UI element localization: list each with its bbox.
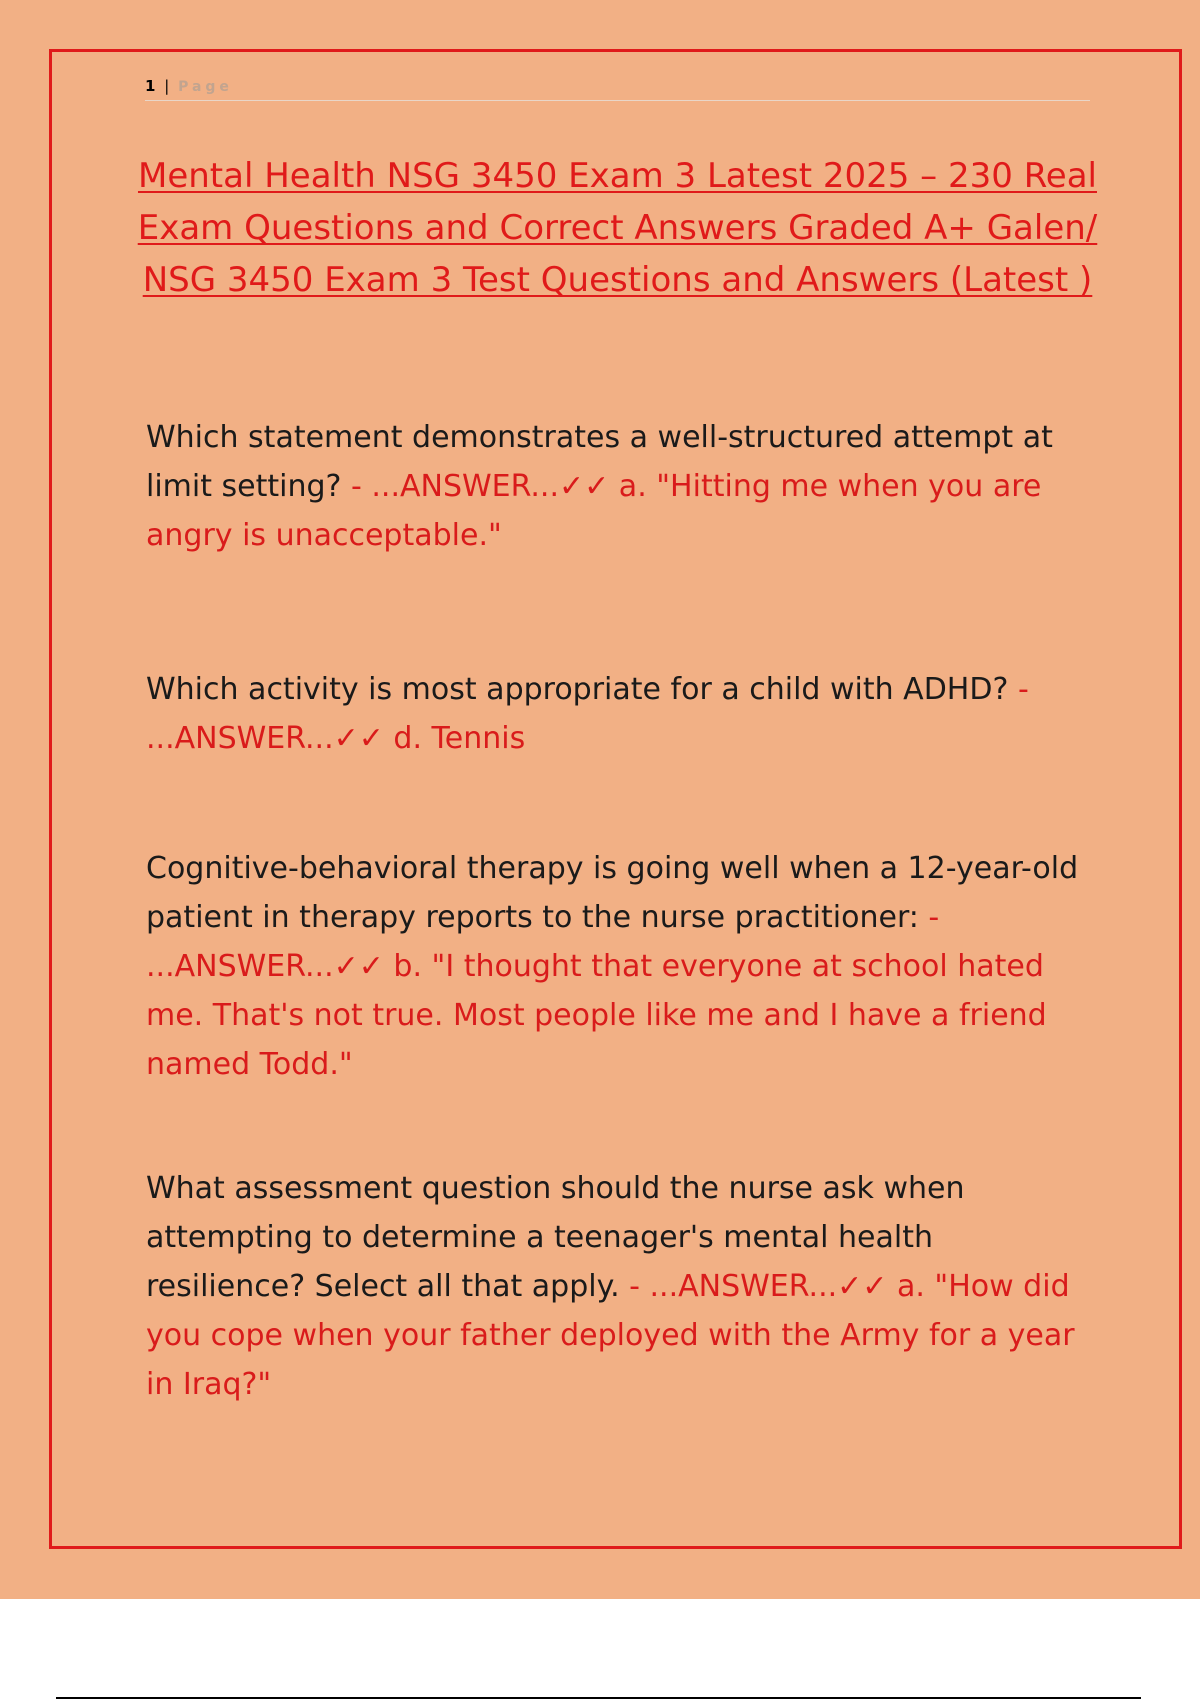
qa-item-3 [146, 844, 1096, 1089]
page-separator: | [164, 77, 170, 95]
question-text: Which statement demonstrates a well-structured attempt at limit setting? [146, 420, 1053, 504]
page-header [145, 74, 1090, 101]
question-text: Which activity is most appropriate for a child with ADHD? [146, 672, 1009, 707]
answer-text: - ...ANSWER...✓✓ a. "How did you cope when your father deployed with the Army for a year in Iraq?" [146, 1269, 1075, 1402]
qa-item-1 [146, 413, 1096, 560]
question-text: Cognitive-behavioral therapy is going well when a 12-year-old patient in therapy reports to the nurse practitioner: [146, 851, 1079, 935]
answer-text: - ...ANSWER...✓✓ b. "I thought that everyone at school hated me. That's not true. Most people like me and I have a friend named Todd." [146, 900, 1047, 1082]
question-text: What assessment question should the nurse ask when attempting to determine a teenager's mental health resilience? Select all that apply. [146, 1171, 965, 1304]
next-page-divider [56, 1697, 1141, 1699]
answer-text: - ...ANSWER...✓✓ a. "Hitting me when you are angry is unacceptable." [146, 469, 1042, 553]
page-label: Page [178, 79, 233, 95]
document-title: Mental Health NSG 3450 Exam 3 Latest 2025 – 230 Real Exam Questions and Correct Answers Graded A+ Galen/ NSG 3450 Exam 3 Test Questions and Answers (Latest ) [137, 156, 1098, 300]
qa-item-4 [146, 1164, 1096, 1409]
qa-item-2 [146, 665, 1096, 763]
answer-text: - ...ANSWER...✓✓ d. Tennis [146, 672, 1029, 756]
page-number: 1 [145, 77, 156, 95]
